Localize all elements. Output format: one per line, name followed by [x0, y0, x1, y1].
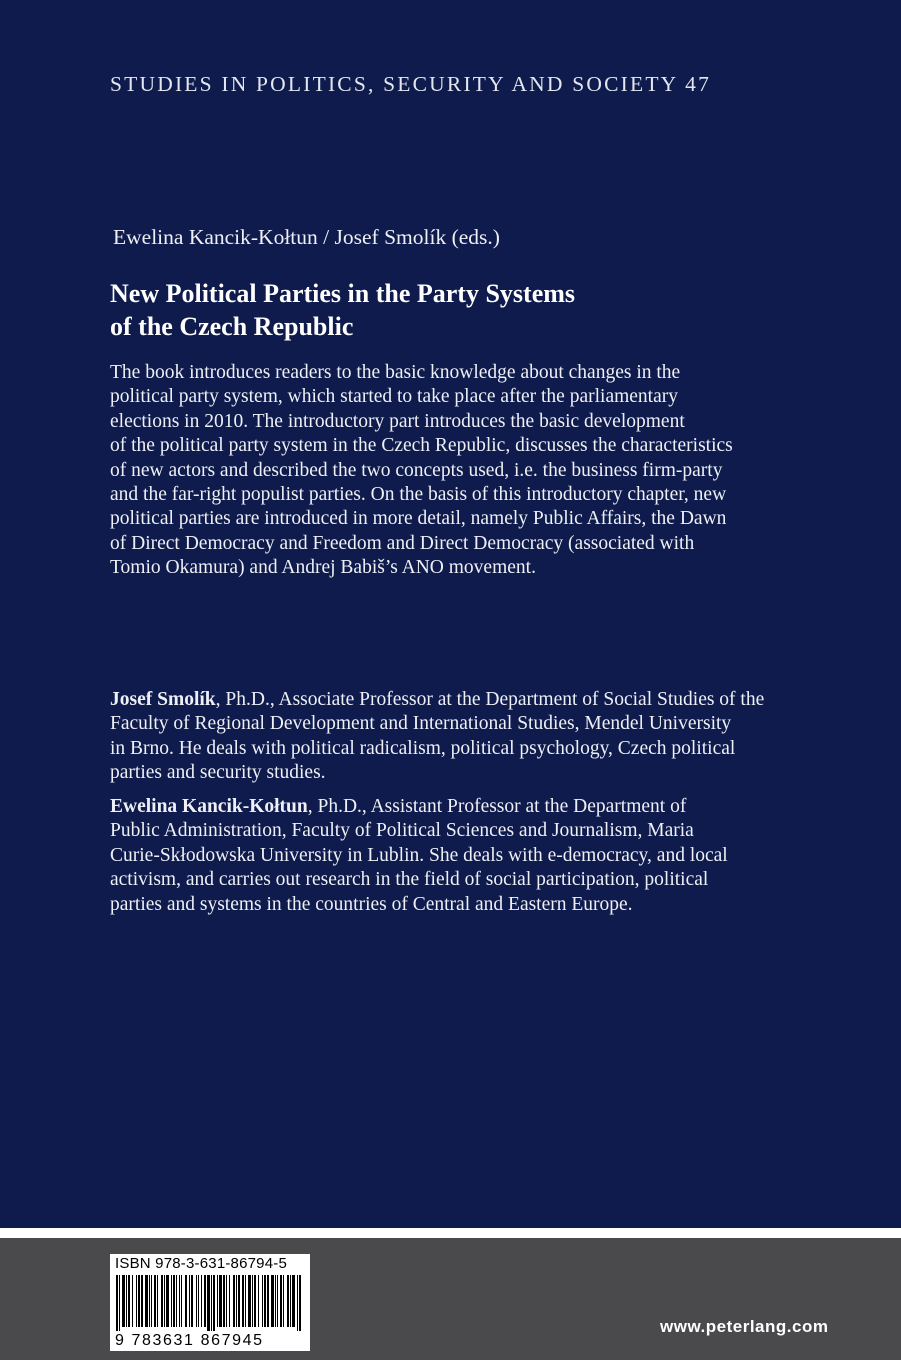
isbn-label: ISBN 978-3-631-86794-5 — [115, 1255, 288, 1272]
bio-line: parties and security studies. — [110, 762, 326, 784]
description-line: and the far-right populist parties. On the basis of this introductory chapter, new — [110, 484, 727, 506]
book-title-line-1: New Political Parties in the Party Systems — [110, 279, 576, 308]
description-line: political party system, which started to take place after the parliamentary — [110, 386, 678, 408]
bio-line: in Brno. He deals with political radicalism, political psychology, Czech political — [110, 737, 736, 759]
bio-line — [110, 795, 870, 819]
book-title-line-2: of the Czech Republic — [110, 312, 354, 341]
series-title: STUDIES IN POLITICS, SECURITY AND SOCIETY 47 — [110, 72, 712, 96]
bio-line: Faculty of Regional Development and International Studies, Mendel University — [110, 713, 732, 735]
description-line: Tomio Okamura) and Andrej Babiš’s ANO movement. — [110, 557, 536, 579]
description-line: of Direct Democracy and Freedom and Direct Democracy (associated with — [110, 532, 695, 554]
author-name: Josef Smolík — [110, 689, 216, 710]
bio-line: Curie-Skłodowska University in Lublin. She deals with e-democracy, and local — [110, 844, 728, 866]
barcode-icon — [114, 1275, 306, 1331]
bio-line: parties and systems in the countries of Central and Eastern Europe. — [110, 893, 633, 915]
author-name: Ewelina Kancik-Kołtun — [110, 796, 308, 817]
footer-divider — [0, 1228, 901, 1238]
author-bio-smolik — [110, 688, 870, 786]
bio-text: , Ph.D., Associate Professor at the Department of Social Studies of the — [215, 689, 765, 710]
author-bio-kancik-koltun — [110, 795, 870, 917]
description-line: of new actors and described the two concepts used, i.e. the business firm-party — [110, 459, 723, 481]
bio-line: Public Administration, Faculty of Political Sciences and Journalism, Maria — [110, 820, 694, 842]
isbn-barcode — [110, 1254, 310, 1351]
barcode-digits: 9 783631 867945 — [115, 1332, 264, 1349]
description-line: of the political party system in the Czech Republic, discusses the characteristics — [110, 435, 733, 457]
bio-text: , Ph.D., Assistant Professor at the Department of — [307, 796, 687, 817]
book-description — [110, 361, 870, 581]
bio-line — [110, 688, 870, 712]
book-title — [110, 277, 575, 343]
bio-line: activism, and carries out research in the field of social participation, political — [110, 869, 709, 891]
description-line: political parties are introduced in more detail, namely Public Affairs, the Dawn — [110, 508, 727, 530]
description-line: The book introduces readers to the basic knowledge about changes in the — [110, 362, 681, 383]
editors-line: Ewelina Kancik-Kołtun / Josef Smolík (eds.) — [113, 225, 500, 249]
description-line: elections in 2010. The introductory part introduces the basic development — [110, 410, 685, 432]
publisher-url[interactable]: www.peterlang.com — [660, 1317, 829, 1336]
